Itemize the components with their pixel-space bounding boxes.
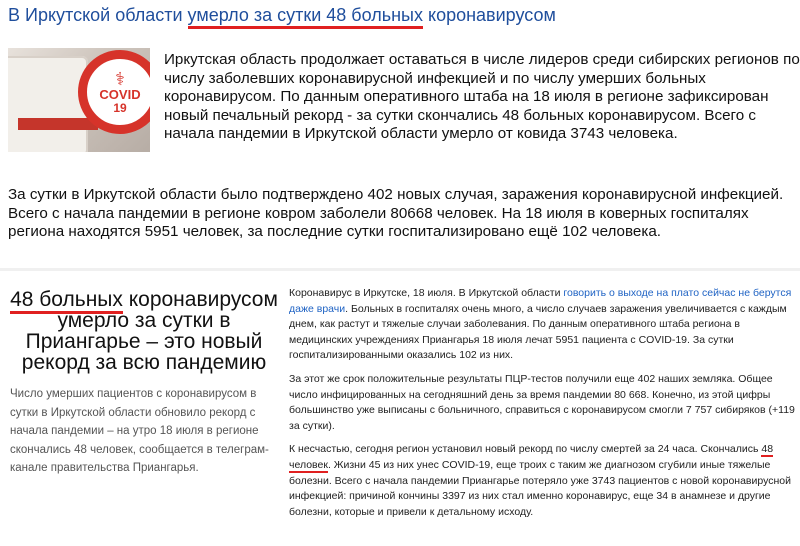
body-text: К несчастью, сегодня регион установил новый рекорд по числу смертей за 24 часа. Скончались xyxy=(289,443,762,456)
ambulance-photo xyxy=(8,48,150,152)
body-text: . Больных в госпиталях очень много, а число случаев заражения увеличивается с каждым днем, как растут и тяжелые случаи заболевания. По данным оперативного штаба региона в медицинских учреждениях Приангарья 18 июля лечат 5951 пациента с COVID-19. За сутки госпитализированными оказались 102 из них. xyxy=(289,302,787,362)
headline-text-end: коронавирусом xyxy=(423,5,556,25)
headline-highlight: умерло за сутки 48 больных xyxy=(188,5,423,29)
body-paragraph-3 xyxy=(289,442,800,520)
article-paragraph-1: Иркутская область продолжает оставаться в числе лидеров среди сибирских регионов по числу заболевших коронавирусной инфекцией и по числу умерших больных коронавирусом. По данным оперативного штаба на 18 июля в регионе зафиксирован новый печальный рекорд - за сутки скончались 48 больных коронавирусом. Всего с начала пандемии в Иркутской области умерло от ковида 3743 человека. xyxy=(164,51,800,143)
section-divider xyxy=(0,268,800,271)
ambulance-body xyxy=(8,56,88,152)
title-highlight: 48 больных xyxy=(10,288,123,314)
medical-symbol-icon: ⚕ xyxy=(115,68,125,89)
article-top-section xyxy=(0,0,800,268)
second-article-body xyxy=(289,286,800,528)
body-text: . Жизни 45 из них унес COVID-19, еще троих с таким же диагнозом сгубили иные тяжелые болезни. Всего с начала пандемии Приангарье потеряло уже 3743 пациентов с новой коронавирусной инфекцией: причиной кончины 3397 из них стал именно коронавирус, еще 34 в анамнезе и другие болезни, которые и привели к детальному исходу. xyxy=(289,458,791,518)
body-paragraph-2: За этот же срок положительные результаты ПЦР-тестов получили еще 402 наших земляка. Общее число инфицированных на сегодняшний день за время пандемии 80 668. Конечно, из этой цифры большинство уже выписаны с больничного, справиться с коронавирусом смогли 7 757 сибиряков (+119 за сутки). xyxy=(289,372,795,432)
covid-badge-label: COVID xyxy=(99,86,141,102)
plateau-link[interactable]: говорить о выходе на плато сейчас не берутся даже врачи xyxy=(289,287,792,315)
second-article-title[interactable] xyxy=(8,289,280,373)
article-headline[interactable] xyxy=(8,5,556,26)
body-paragraph-1 xyxy=(289,286,800,364)
headline-text-start: В Иркутской области xyxy=(8,5,188,25)
title-rest: коронавирусом умерло за сутки в Приангарье – это новый рекорд за всю пандемию xyxy=(21,288,278,374)
article-paragraph-2: За сутки в Иркутской области было подтверждено 402 новых случая, заражения коронавирусной инфекцией. Всего с начала пандемии в регионе ковром заболели 80668 человек. На 18 июля в коверных госпиталях региона находятся 5951 человек, за последние сутки госпитализировано ещё 102 человека. xyxy=(8,186,784,241)
second-article-lead: Число умерших пациентов с коронавирусом в сутки в Иркутской области обновило рекорд с начала пандемии – на утро 18 июля в регионе скончались 48 человек, сообщается в телеграм-канале правительства Приангарья. xyxy=(10,388,269,474)
body-text: Коронавирус в Иркутске, 18 июля. В Иркутской области xyxy=(289,287,564,299)
deaths-highlight: 48 человек xyxy=(289,443,774,471)
covid-badge-number: 19 xyxy=(113,100,127,115)
ambulance-stripe xyxy=(18,118,98,130)
